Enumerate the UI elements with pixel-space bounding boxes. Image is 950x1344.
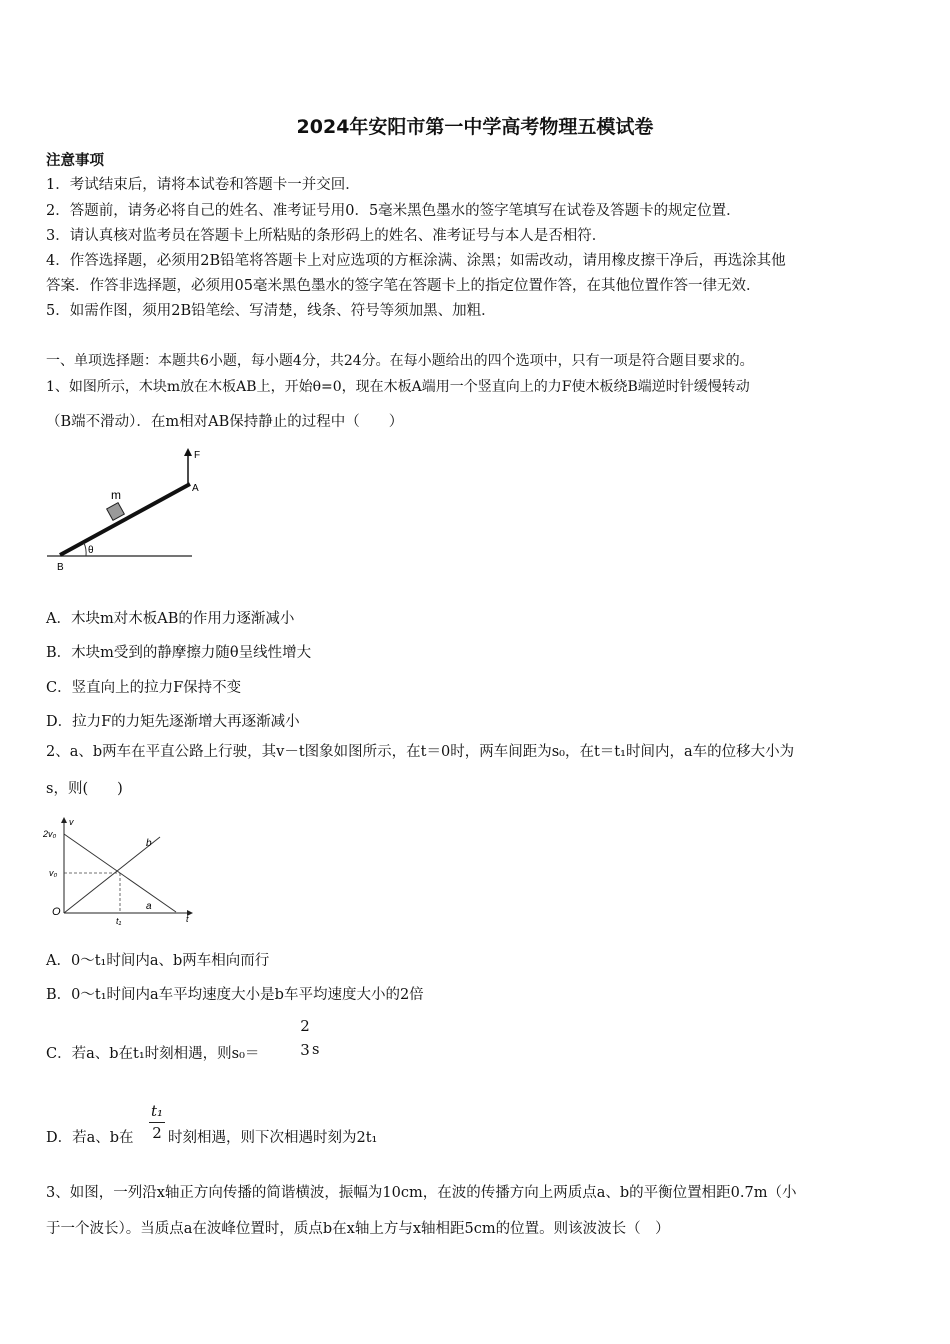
fraction-numerator: 2 [300,1017,310,1035]
notice-item: 5．如需作图，须用2B铅笔绘、写清楚，线条、符号等须加黑、加粗． [46,303,496,319]
question-3-text: 3、如图，一列沿x轴正方向传播的简谐横波，振幅为10cm，在波的传播方向上两质点a、b的平衡位置相距0.7m（小 [46,1185,797,1201]
angle-arc [84,543,86,556]
q1-figure [44,444,214,576]
q1-option-a: A．木块m对木板AB的作用力逐渐减小 [46,611,295,627]
label-f: F [194,450,201,461]
label-v: v [69,817,74,827]
section-heading: 一、单项选择题：本题共6小题，每小题4分，共24分。在每小题给出的四个选项中，只有一项是符合题目要求的。 [46,353,754,369]
question-2-text: s，则( ) [46,781,123,797]
option-c-text: C．若a、b在t₁时刻相遇，则s₀＝ [46,1046,260,1062]
question-1-text: （B端不滑动）．在m相对AB保持静止的过程中（ ） [46,414,404,430]
question-3-text: 于一个波长）。当质点a在波峰位置时，质点b在x轴上方与x轴相距5cm的位置。则该波波长（ ） [46,1221,670,1237]
fraction-denominator: 2 [152,1124,162,1142]
label-2v0: 2v₀ [43,829,57,839]
notice-item: 答案．作答非选择题，必须用05毫米黑色墨水的签字笔在答题卡上的指定位置作答，在其他位置作答一律无效． [46,278,761,294]
label-m: m [111,488,121,502]
fraction-bar [149,1122,165,1123]
notice-item: 3．请认真核对监考员在答题卡上所粘贴的条形码上的姓名、准考证号与本人是否相符． [46,228,607,244]
label-b: b [146,838,152,849]
label-t: t [186,914,189,924]
label-b: B [57,562,64,573]
notice-heading: 注意事项 [46,152,104,169]
q2-option-a: A．0～t₁时间内a、b两车相向而行 [46,953,270,969]
label-a: A [192,483,199,494]
label-a: a [146,901,152,912]
q2-vt-graph [40,815,200,927]
notice-item: 1．考试结束后，请将本试卷和答题卡一并交回． [46,177,360,193]
question-2-text: 2、a、b两车在平直公路上行驶，其v－t图象如图所示，在t＝0时，两车间距为s₀，在t＝t₁时间内，a车的位移大小为 [46,744,795,760]
label-v0: v₀ [49,868,58,878]
notice-item: 4．作答选择题，必须用2B铅笔将答题卡上对应选项的方框涂满、涂黑；如需改动，请用橡皮擦干净后，再选涂其他 [46,253,786,269]
q1-option-c: C．竖直向上的拉力F保持不变 [46,680,242,696]
v-axis-arrow-icon [61,817,67,823]
q2-option-d [46,1126,134,1147]
block-m [107,503,125,521]
page-title: 2024年安阳市第一中学高考物理五模试卷 [296,116,654,138]
q2-option-c [46,1042,259,1063]
q1-option-b: B．木块m受到的静摩擦力随θ呈线性增大 [46,645,312,661]
q2-option-b: B．0～t₁时间内a车平均速度大小是b车平均速度大小的2倍 [46,987,424,1003]
option-d-suffix: 时刻相遇，则下次相遇时刻为2t₁ [168,1130,378,1146]
label-t1: t₁ [116,916,122,926]
option-d-text: D．若a、b在 [46,1130,134,1146]
label-origin: O [52,906,61,918]
label-theta: θ [88,545,94,556]
option-c-suffix: s [312,1042,320,1058]
question-1-text: 1、如图所示，木块m放在木板AB上，开始θ=0，现在木板A端用一个竖直向上的力F使木板绕B端逆时针缓慢转动 [46,379,750,395]
fraction-denominator: 3 [300,1041,310,1059]
notice-item: 2．答题前，请务必将自己的姓名、准考证号用0．5毫米黑色墨水的签字笔填写在试卷及答题卡的规定位置． [46,203,741,219]
fraction-numerator: t₁ [150,1102,164,1120]
q1-option-d: D．拉力F的力矩先逐渐增大再逐渐减小 [46,714,300,730]
board-ab [60,484,190,555]
arrowhead-icon [184,448,192,456]
